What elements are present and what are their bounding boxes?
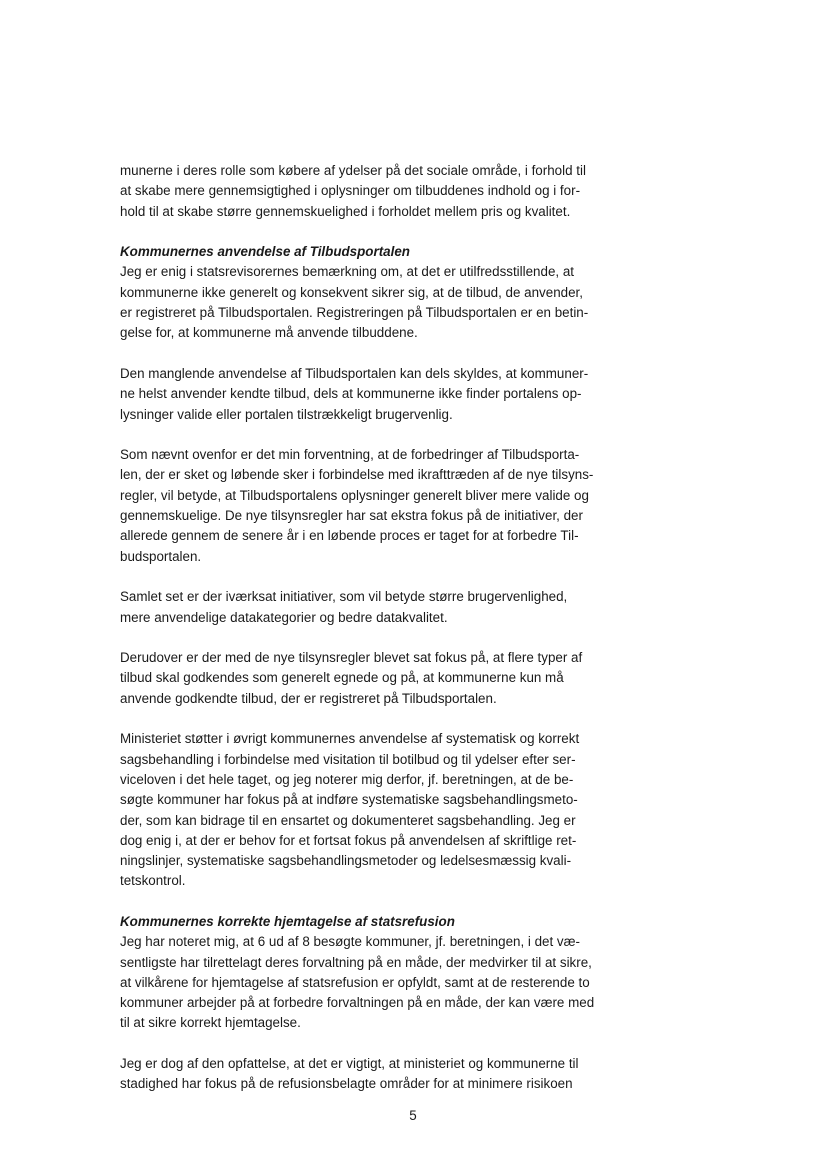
text-line: der, som kan bidrage til en ensartet og dokumenteret sagsbehandling. Jeg er xyxy=(120,812,576,828)
body-text xyxy=(120,161,720,1095)
text-line: sagsbehandling i forbindelse med visitation til botilbud og til ydelser efter ser- xyxy=(120,751,576,767)
text-line: hold til at skabe større gennemskuelighed i forholdet mellem pris og kvalitet. xyxy=(120,203,571,219)
text-line: Jeg er enig i statsrevisorernes bemærkning om, at det er utilfredsstillende, at xyxy=(120,264,575,280)
text-line: len, der er sket og løbende sker i forbindelse med ikrafttræden af de nye tilsyns- xyxy=(120,467,594,483)
section-tilbudsportalen xyxy=(120,242,720,343)
text-line: kommunerne ikke generelt og konsekvent sikrer sig, at de tilbud, de anvender, xyxy=(120,284,583,300)
paragraph-intro xyxy=(120,161,720,222)
text-line: Jeg har noteret mig, at 6 ud af 8 besøgte kommuner, jf. beretningen, i det væ- xyxy=(120,934,580,950)
text-line: tetskontrol. xyxy=(120,873,186,889)
text-line: Jeg er dog af den opfattelse, at det er vigtigt, at ministeriet og kommunerne til xyxy=(120,1056,579,1072)
text-line: anvende godkendte tilbud, der er registreret på Tilbudsportalen. xyxy=(120,690,497,706)
paragraph xyxy=(120,648,720,709)
text-line: stadighed har fokus på de refusionsbelagte områder for at minimere risikoen xyxy=(120,1076,573,1092)
text-line: regler, vil betyde, at Tilbudsportalens oplysninger generelt bliver mere valide og xyxy=(120,487,589,503)
text-line: gelse for, at kommunerne må anvende tilbuddene. xyxy=(120,325,418,341)
text-line: Derudover er der med de nye tilsynsregler blevet sat fokus på, at flere typer af xyxy=(120,650,583,666)
text-line: søgte kommuner har fokus på at indføre systematiske sagsbehandlingsmeto- xyxy=(120,792,578,808)
text-line: budsportalen. xyxy=(120,548,202,564)
section-statsrefusion xyxy=(120,912,720,1034)
text-line: viceloven i det hele taget, og jeg noterer mig derfor, jf. beretningen, at de be- xyxy=(120,771,574,787)
text-line: er registreret på Tilbudsportalen. Registreringen på Tilbudsportalen er en betin- xyxy=(120,305,589,321)
text-line: ne helst anvender kendte tilbud, dels at kommunerne ikke finder portalens op- xyxy=(120,386,582,402)
text-line: lysninger valide eller portalen tilstrækkeligt brugervenlig. xyxy=(120,406,453,422)
page-number: 5 xyxy=(409,1108,417,1123)
paragraph xyxy=(120,445,720,567)
text-line: sentligste har tilrettelagt deres forvaltning på en måde, der medvirker til at sikre, xyxy=(120,954,592,970)
section-heading: Kommunernes korrekte hjemtagelse af statsrefusion xyxy=(120,913,455,929)
text-line: at skabe mere gennemsigtighed i oplysninger om tilbuddenes indhold og i for- xyxy=(120,183,581,199)
paragraph xyxy=(120,587,720,628)
text-line: mere anvendelige datakategorier og bedre datakvalitet. xyxy=(120,609,448,625)
text-line: kommuner arbejder på at forbedre forvaltningen på en måde, der kan være med xyxy=(120,995,595,1011)
paragraph xyxy=(120,364,720,425)
text-line: allerede gennem de senere år i en løbende proces er taget for at forbedre Til- xyxy=(120,528,579,544)
text-line: ningslinjer, systematiske sagsbehandlingsmetoder og ledelsesmæssig kvali- xyxy=(120,853,572,869)
text-line: at vilkårene for hjemtagelse af statsrefusion er opfyldt, samt at de resterende to xyxy=(120,974,590,990)
paragraph xyxy=(120,729,720,891)
text-line: Som nævnt ovenfor er det min forventning, at de forbedringer af Tilbudsporta- xyxy=(120,447,580,463)
section-heading: Kommunernes anvendelse af Tilbudsportalen xyxy=(120,244,410,260)
text-line: Samlet set er der iværksat initiativer, som vil betyde større brugervenlighed, xyxy=(120,589,568,605)
text-line: gennemskuelige. De nye tilsynsregler har sat ekstra fokus på de initiativer, der xyxy=(120,508,583,524)
text-line: til at sikre korrekt hjemtagelse. xyxy=(120,1015,301,1031)
text-line: Ministeriet støtter i øvrigt kommunernes anvendelse af systematisk og korrekt xyxy=(120,731,580,747)
text-line: dog enig i, at der er behov for et fortsat fokus på anvendelsen af skriftlige ret- xyxy=(120,832,577,848)
text-line: munerne i deres rolle som købere af ydelser på det sociale område, i forhold til xyxy=(120,163,586,178)
text-line: Den manglende anvendelse af Tilbudsportalen kan dels skyldes, at kommuner- xyxy=(120,365,589,381)
paragraph xyxy=(120,1054,720,1095)
text-line: tilbud skal godkendes som generelt egnede og på, at kommunerne kun må xyxy=(120,670,564,686)
